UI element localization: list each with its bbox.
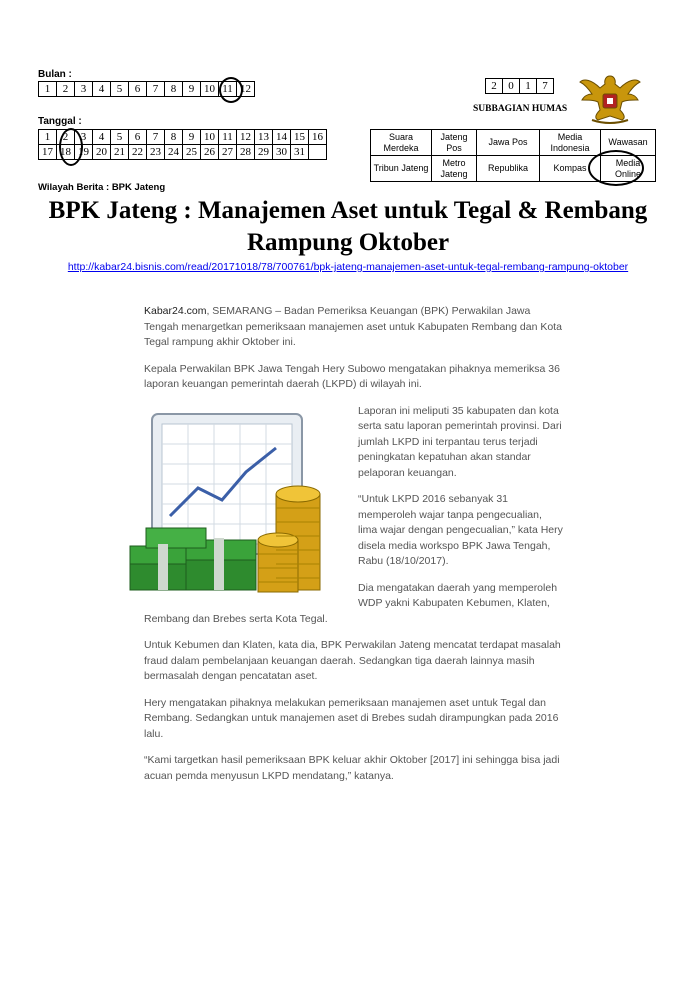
day-cell-21: 21: [111, 145, 129, 160]
department-label: SUBBAGIAN HUMAS: [473, 104, 568, 114]
month-cell-1: 1: [39, 82, 57, 97]
day-cell-11: 11: [219, 130, 237, 145]
media-cell-jawa-pos: Jawa Pos: [477, 130, 540, 156]
month-cell-3: 3: [75, 82, 93, 97]
day-cell-10: 10: [201, 130, 219, 145]
day-cell-9: 9: [183, 130, 201, 145]
media-cell-wawasan: Wawasan: [601, 130, 656, 156]
year-digit-cell-7: 7: [537, 79, 554, 94]
day-cell-13: 13: [255, 130, 273, 145]
media-cell-kompas: Kompas: [540, 156, 601, 182]
bulan-label: Bulan :: [38, 69, 72, 80]
day-cell-17: 17: [39, 145, 57, 160]
month-cell-2: 2: [57, 82, 75, 97]
article-paragraph-5: Dia mengatakan daerah yang memperoleh WDP yakni Kabupaten Kebumen, Klaten, Rembang dan Brebes serta Kota Tegal.: [144, 581, 558, 625]
paragraph-1-text: , SEMARANG – Badan Pemeriksa Keuangan (BPK) Perwakilan Jawa Tengah menargetkan pemeriksaan manajemen aset untuk Kabupaten Rembang dan Kota Tegal rampung akhir Oktober ini.: [144, 305, 562, 348]
month-cell-12: 12: [237, 82, 255, 97]
source-name: Kabar24.com: [144, 305, 207, 317]
day-cell-24: 24: [165, 145, 183, 160]
day-cell-22: 22: [129, 145, 147, 160]
month-cell-10: 10: [201, 82, 219, 97]
article-paragraph-2: Kepala Perwakilan BPK Jawa Tengah Hery Subowo mengatakan pihaknya memeriksa 36 laporan keuangan pemerintah daerah (LKPD) di wilayah ini.: [144, 362, 560, 390]
month-cell-6: 6: [129, 82, 147, 97]
day-cell-empty: [309, 145, 327, 160]
day-cell-5: 5: [111, 130, 129, 145]
media-cell-media-online: Media Online: [601, 156, 656, 182]
source-link[interactable]: http://kabar24.bisnis.com/read/20171018/78/700761/bpk-jateng-manajemen-aset-untuk-tegal-rembang-rampung-oktober: [67, 261, 629, 273]
month-cell-7: 7: [147, 82, 165, 97]
day-cell-19: 19: [75, 145, 93, 160]
day-cell-2: 2: [57, 130, 75, 145]
month-cell-5: 5: [111, 82, 129, 97]
garuda-emblem-icon: [578, 70, 642, 126]
day-cell-28: 28: [237, 145, 255, 160]
media-cell-metro-jateng: Metro Jateng: [432, 156, 477, 182]
day-cell-25: 25: [183, 145, 201, 160]
article-paragraph-8: “Kami targetkan hasil pemeriksaan BPK keluar akhir Oktober [2017] ini sehingga bisa jadi acuan pemda menyusun LKPD mendatang,” katanya.: [144, 754, 560, 782]
day-cell-23: 23: [147, 145, 165, 160]
media-cell-tribun-jateng: Tribun Jateng: [371, 156, 432, 182]
article-body: [144, 304, 564, 795]
media-cell-suara-merdeka: Suara Merdeka: [371, 130, 432, 156]
day-cell-6: 6: [129, 130, 147, 145]
day-cell-26: 26: [201, 145, 219, 160]
media-cell-media-indonesia: Media Indonesia: [540, 130, 601, 156]
article-paragraph-3: Laporan ini meliputi 35 kabupaten dan kota serta satu laporan pemerintah provinsi. Dari jumlah LKPD ini terpantau terus terjadi peningkatan kepatuhan akan standar pelaporan keuangan.: [358, 404, 562, 479]
day-cell-12: 12: [237, 130, 255, 145]
year-digit-cell-2: 2: [486, 79, 503, 94]
day-cell-8: 8: [165, 130, 183, 145]
day-cell-29: 29: [255, 145, 273, 160]
media-cell-jateng-pos: Jateng Pos: [432, 130, 477, 156]
day-cell-4: 4: [93, 130, 111, 145]
day-cell-30: 30: [273, 145, 291, 160]
day-cell-16: 16: [309, 130, 327, 145]
selected-month-circle: [219, 77, 243, 103]
day-cell-31: 31: [291, 145, 309, 160]
day-cell-15: 15: [291, 130, 309, 145]
wilayah-berita: Wilayah Berita : BPK Jateng: [38, 182, 166, 193]
article-paragraph-4: “Untuk LKPD 2016 sebanyak 31 memperoleh wajar tanpa pengecualian, lima wajar dengan pengecualian,” kata Hery disela media workspo BPK Jawa Tengah, Rabu (18/10/2017).: [358, 493, 563, 567]
day-cell-20: 20: [93, 145, 111, 160]
year-digit-cell-1: 1: [520, 79, 537, 94]
month-cell-8: 8: [165, 82, 183, 97]
selected-day-circle: [59, 128, 83, 166]
day-cell-18: 18: [57, 145, 75, 160]
day-cell-7: 7: [147, 130, 165, 145]
month-cell-4: 4: [93, 82, 111, 97]
selected-media-circle: [588, 150, 644, 186]
finance-chart-money-coins-icon: [128, 408, 350, 606]
media-cell-republika: Republika: [477, 156, 540, 182]
year-table: [485, 78, 554, 94]
month-cell-9: 9: [183, 82, 201, 97]
tanggal-label: Tanggal :: [38, 116, 82, 127]
month-cell-11: 11: [219, 82, 237, 97]
day-cell-27: 27: [219, 145, 237, 160]
day-cell-3: 3: [75, 130, 93, 145]
year-digit-cell-0: 0: [503, 79, 520, 94]
day-cell-14: 14: [273, 130, 291, 145]
article-paragraph-6: Untuk Kebumen dan Klaten, kata dia, BPK Perwakilan Jateng mencatat terdapat masalah fraud dalam pembelanjaan keuangan daerah. Sedangkan tiga daerah lainnya masih bermasalah dengan pencatatan aset.: [144, 639, 561, 682]
day-cell-1: 1: [39, 130, 57, 145]
article-paragraph-7: Hery mengatakan pihaknya melakukan pemeriksaan manajemen aset untuk Tegal dan Rembang. Sedangkan untuk manajemen aset di Brebes sudah dirampungkan pada 2016 lalu.: [144, 696, 559, 740]
headline: BPK Jateng : Manajemen Aset untuk Tegal & Rembang Rampung Oktober: [48, 197, 648, 256]
article-paragraph-1: [144, 304, 564, 351]
